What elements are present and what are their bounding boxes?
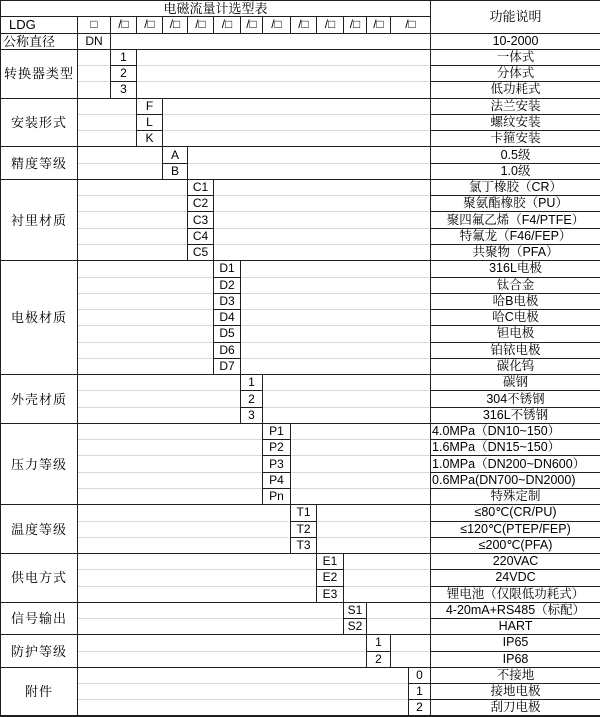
spec-description: 4-20mA+RS485（标配） [431, 602, 600, 618]
code-cell: 1 [241, 375, 263, 391]
spacer-cell [263, 391, 431, 407]
category-label: 外壳材质 [1, 375, 78, 424]
spec-description: 哈B电极 [431, 293, 600, 309]
code-cell: DN [78, 33, 111, 49]
code-cell: D2 [214, 277, 241, 293]
spacer-cell [78, 310, 214, 326]
spacer-cell [78, 423, 263, 439]
spacer-cell [214, 228, 431, 244]
code-cell: K [137, 131, 163, 147]
spacer-cell [391, 651, 431, 667]
function-column-header: 功能说明 [431, 1, 600, 34]
spec-description: 220VAC [431, 554, 600, 570]
spacer-cell [78, 440, 263, 456]
spacer-cell [241, 342, 431, 358]
table-title-row [1, 1, 600, 17]
spacer-cell [214, 196, 431, 212]
table-row [1, 49, 600, 65]
table-row [1, 407, 600, 423]
category-label: 防护等级 [1, 635, 78, 668]
table-row [1, 163, 600, 179]
spacer-cell [78, 114, 137, 130]
spacer-cell [241, 261, 431, 277]
category-label: 衬里材质 [1, 179, 78, 260]
category-label: 转换器类型 [1, 49, 78, 98]
spec-description: 低功耗式 [431, 82, 600, 98]
spec-description: 碳化钨 [431, 358, 600, 374]
spacer-cell [78, 375, 241, 391]
spacer-cell [317, 537, 431, 553]
spacer-cell [78, 488, 263, 504]
spec-description: 316L电极 [431, 261, 600, 277]
code-cell: T1 [291, 505, 317, 521]
code-slot-box: /□ [241, 17, 263, 33]
spacer-cell [367, 602, 431, 618]
table-row [1, 554, 600, 570]
code-cell: P1 [263, 423, 291, 439]
table-row [1, 358, 600, 374]
spacer-cell [78, 570, 317, 586]
spec-description: 分体式 [431, 66, 600, 82]
spacer-cell [214, 179, 431, 195]
spacer-cell [78, 49, 111, 65]
spec-description: 特氟龙（F46/FEP） [431, 228, 600, 244]
table-row [1, 440, 600, 456]
table-row [1, 147, 600, 163]
table-row [1, 196, 600, 212]
spacer-cell [78, 82, 111, 98]
table-row [1, 423, 600, 439]
code-cell: 1 [409, 684, 431, 700]
code-cell: S1 [344, 602, 367, 618]
spec-description: 铂铱电极 [431, 342, 600, 358]
spec-description: 卡箍安装 [431, 131, 600, 147]
spacer-cell [78, 277, 214, 293]
spacer-cell [78, 196, 188, 212]
table-row [1, 82, 600, 98]
spec-description: 一体式 [431, 49, 600, 65]
spec-description: 刮刀电极 [431, 700, 600, 717]
spacer-cell [78, 667, 409, 683]
spacer-cell [78, 244, 188, 260]
table-row [1, 684, 600, 700]
spec-description: ≤80℃(CR/PU) [431, 505, 600, 521]
table-row [1, 33, 600, 49]
table-row [1, 472, 600, 488]
spacer-cell [344, 586, 431, 602]
spacer-cell [78, 684, 409, 700]
table-row [1, 570, 600, 586]
table-row [1, 488, 600, 504]
spacer-cell [78, 619, 344, 635]
spacer-cell [78, 131, 137, 147]
spacer-cell [317, 521, 431, 537]
spacer-cell [291, 488, 431, 504]
table-row [1, 244, 600, 260]
code-cell: P3 [263, 456, 291, 472]
spec-description: ≤200℃(PFA) [431, 537, 600, 553]
code-slot-box: /□ [317, 17, 344, 33]
code-cell: 1 [111, 49, 137, 65]
table-row [1, 391, 600, 407]
code-cell: D7 [214, 358, 241, 374]
code-cell: 1 [367, 635, 391, 651]
spacer-cell [367, 619, 431, 635]
table-row [1, 375, 600, 391]
spacer-cell [137, 66, 431, 82]
code-cell: 3 [111, 82, 137, 98]
spacer-cell [78, 326, 214, 342]
category-label: 精度等级 [1, 147, 78, 180]
spec-description: 1.0MPa（DN200~DN600） [431, 456, 600, 472]
code-cell: F [137, 98, 163, 114]
code-slot-box: /□ [344, 17, 367, 33]
spacer-cell [78, 586, 317, 602]
code-cell: 2 [241, 391, 263, 407]
code-cell: 2 [367, 651, 391, 667]
code-cell: E3 [317, 586, 344, 602]
spec-description: 24VDC [431, 570, 600, 586]
spec-description: 特殊定制 [431, 488, 600, 504]
table-row [1, 342, 600, 358]
table-row [1, 261, 600, 277]
code-cell: 2 [111, 66, 137, 82]
table-row [1, 293, 600, 309]
table-row [1, 635, 600, 651]
code-slot-box: /□ [137, 17, 163, 33]
table-row [1, 521, 600, 537]
spec-description: 法兰安装 [431, 98, 600, 114]
table-row [1, 602, 600, 618]
table-row [1, 179, 600, 195]
code-cell: T3 [291, 537, 317, 553]
table-row [1, 537, 600, 553]
code-cell: C4 [188, 228, 214, 244]
table-row [1, 66, 600, 82]
code-cell: P4 [263, 472, 291, 488]
code-cell: E1 [317, 554, 344, 570]
code-cell: Pn [263, 488, 291, 504]
category-label: 附件 [1, 667, 78, 716]
code-cell: S2 [344, 619, 367, 635]
code-cell: C3 [188, 212, 214, 228]
spacer-cell [78, 554, 317, 570]
spacer-cell [344, 554, 431, 570]
spec-description: 0.6MPa(DN700~DN2000) [431, 472, 600, 488]
spacer-cell [78, 521, 291, 537]
spacer-cell [78, 163, 163, 179]
spacer-cell [214, 212, 431, 228]
code-cell: 3 [241, 407, 263, 423]
category-label: 公称直径 [1, 33, 78, 49]
dn-placeholder-box: □ [78, 17, 111, 33]
spacer-cell [78, 651, 367, 667]
spacer-cell [78, 293, 214, 309]
table-row [1, 277, 600, 293]
table-title: 电磁流量计选型表 [1, 1, 431, 17]
spec-description: 4.0MPa（DN10~150） [431, 423, 600, 439]
spacer-cell [241, 358, 431, 374]
code-cell: C1 [188, 179, 214, 195]
spacer-cell [78, 602, 344, 618]
spec-description: 304不锈钢 [431, 391, 600, 407]
code-cell: 2 [409, 700, 431, 717]
spec-description: 聚四氟乙烯（F4/PTFE） [431, 212, 600, 228]
spec-description: 螺纹安装 [431, 114, 600, 130]
spacer-cell [241, 277, 431, 293]
spacer-cell [291, 440, 431, 456]
code-cell: D3 [214, 293, 241, 309]
table-row [1, 619, 600, 635]
spacer-cell [78, 228, 188, 244]
spacer-cell [344, 570, 431, 586]
spacer-cell [137, 49, 431, 65]
spacer-cell [78, 537, 291, 553]
code-cell: C5 [188, 244, 214, 260]
spec-description: 316L不锈钢 [431, 407, 600, 423]
spec-description: 钛合金 [431, 277, 600, 293]
category-label: 压力等级 [1, 423, 78, 504]
spacer-cell [291, 472, 431, 488]
spec-description: IP65 [431, 635, 600, 651]
spacer-cell [163, 131, 431, 147]
spec-description: 1.0级 [431, 163, 600, 179]
spacer-cell [78, 700, 409, 717]
spec-description: 10-2000 [431, 33, 600, 49]
code-slot-box: /□ [214, 17, 241, 33]
code-cell: D1 [214, 261, 241, 277]
table-row [1, 326, 600, 342]
spacer-cell [78, 456, 263, 472]
spec-description: 锂电池（仅限低功耗式） [431, 586, 600, 602]
code-cell: 0 [409, 667, 431, 683]
spacer-cell [291, 456, 431, 472]
code-cell: E2 [317, 570, 344, 586]
spacer-cell [263, 375, 431, 391]
spec-description: 聚氨酯橡胶（PU） [431, 196, 600, 212]
table-row [1, 651, 600, 667]
table-row [1, 228, 600, 244]
spec-description: 不接地 [431, 667, 600, 683]
table-row [1, 114, 600, 130]
table-row [1, 310, 600, 326]
table-row [1, 131, 600, 147]
spec-description: 0.5级 [431, 147, 600, 163]
spec-description: 碳钢 [431, 375, 600, 391]
spacer-cell [78, 261, 214, 277]
spec-description: 共聚物（PFA） [431, 244, 600, 260]
spacer-cell [188, 163, 431, 179]
code-cell: A [163, 147, 188, 163]
spacer-cell [291, 423, 431, 439]
spacer-cell [188, 147, 431, 163]
category-label: 供电方式 [1, 554, 78, 603]
spacer-cell [263, 407, 431, 423]
code-slot-box: /□ [391, 17, 431, 33]
code-slot-box: /□ [367, 17, 391, 33]
category-label: 信号输出 [1, 602, 78, 635]
table-row [1, 586, 600, 602]
spacer-cell [163, 114, 431, 130]
spacer-cell [111, 33, 431, 49]
spec-description: HART [431, 619, 600, 635]
model-prefix: LDG [1, 17, 78, 33]
code-slot-box: /□ [291, 17, 317, 33]
table-row [1, 212, 600, 228]
spacer-cell [137, 82, 431, 98]
code-cell: C2 [188, 196, 214, 212]
spacer-cell [78, 391, 241, 407]
table-row [1, 700, 600, 717]
category-label: 安装形式 [1, 98, 78, 147]
code-slot-box: /□ [111, 17, 137, 33]
category-label: 电极材质 [1, 261, 78, 375]
spec-description: ≤120℃(PTEP/FEP) [431, 521, 600, 537]
spacer-cell [241, 293, 431, 309]
spec-description: 哈C电极 [431, 310, 600, 326]
spacer-cell [78, 212, 188, 228]
spacer-cell [163, 98, 431, 114]
code-cell: P2 [263, 440, 291, 456]
table-row [1, 456, 600, 472]
table-row [1, 505, 600, 521]
code-slot-box: /□ [188, 17, 214, 33]
spacer-cell [78, 472, 263, 488]
spec-description: 氯丁橡胶（CR） [431, 179, 600, 195]
code-slot-box: /□ [163, 17, 188, 33]
spacer-cell [78, 358, 214, 374]
spec-description: 接地电极 [431, 684, 600, 700]
spacer-cell [241, 310, 431, 326]
spec-description: 1.6MPa（DN15~150） [431, 440, 600, 456]
table-row [1, 667, 600, 683]
spacer-cell [78, 147, 163, 163]
spacer-cell [78, 407, 241, 423]
code-cell: B [163, 163, 188, 179]
spacer-cell [78, 66, 111, 82]
code-cell: D5 [214, 326, 241, 342]
spacer-cell [78, 635, 367, 651]
code-cell: L [137, 114, 163, 130]
spec-description: IP68 [431, 651, 600, 667]
spec-description: 钽电极 [431, 326, 600, 342]
spacer-cell [391, 635, 431, 651]
spacer-cell [317, 505, 431, 521]
code-slot-box: /□ [263, 17, 291, 33]
code-cell: D6 [214, 342, 241, 358]
spacer-cell [214, 244, 431, 260]
spacer-cell [78, 342, 214, 358]
category-label: 温度等级 [1, 505, 78, 554]
spacer-cell [78, 505, 291, 521]
spacer-cell [78, 179, 188, 195]
code-cell: T2 [291, 521, 317, 537]
code-cell: D4 [214, 310, 241, 326]
table-row [1, 98, 600, 114]
spacer-cell [241, 326, 431, 342]
spacer-cell [78, 98, 137, 114]
